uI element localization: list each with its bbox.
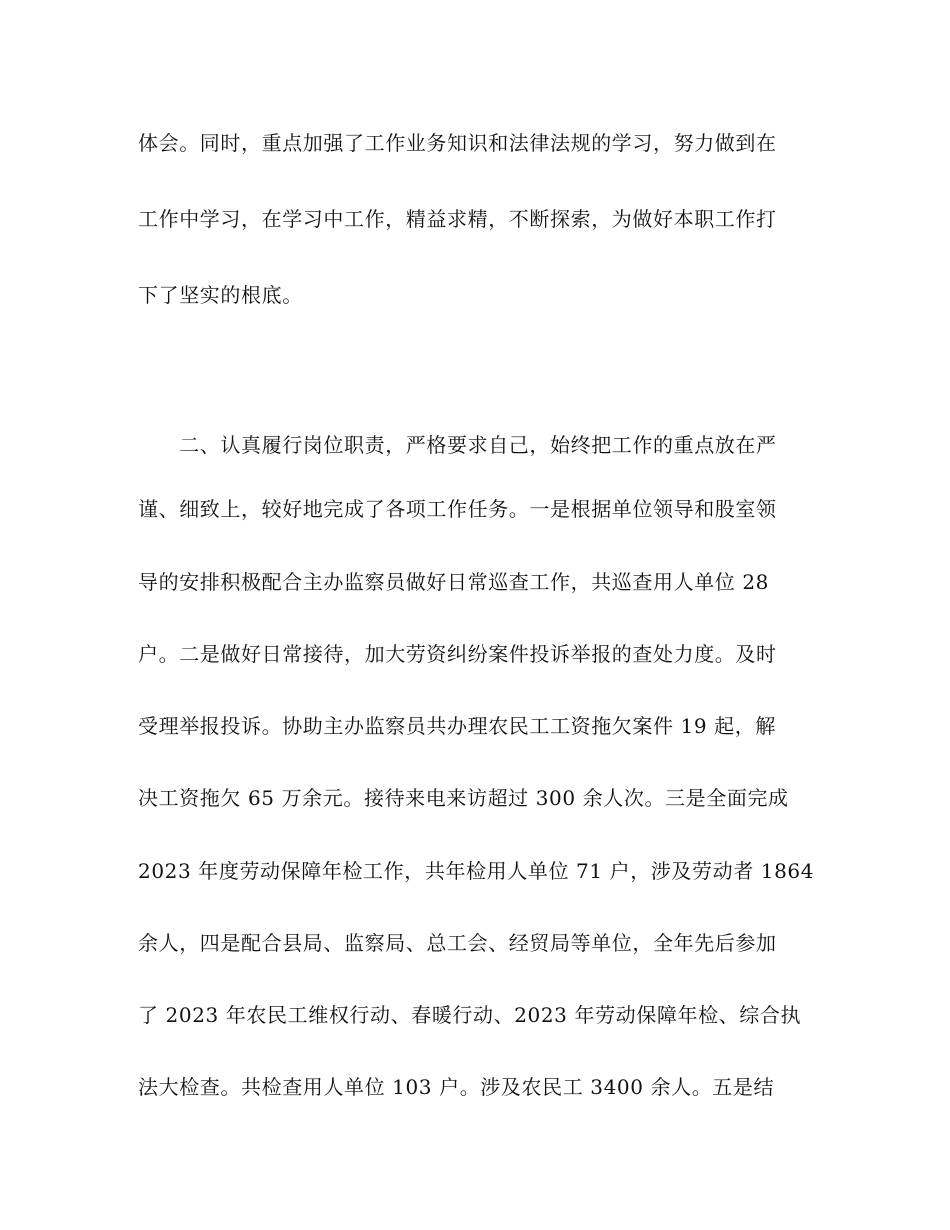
text-line: 决工资拖欠 65 万余元。接待来电来访超过 300 余人次。三是全面完成: [138, 786, 789, 810]
text-line: 受理举报投诉。协助主办监察员共办理农民工工资拖欠案件 19 起，解: [138, 714, 776, 738]
text-line: 谨、细致上，较好地完成了各项工作任务。一是根据单位领导和股室领: [138, 497, 777, 521]
text-line: 余人，四是配合县局、监察局、总工会、经贸局等单位，全年先后参加: [138, 931, 777, 955]
text-line: 工作中学习，在学习中工作，精益求精，不断探索，为做好本职工作打: [138, 207, 777, 231]
text-line: 2023 年度劳动保障年检工作，共年检用人单位 71 户，涉及劳动者 1864: [138, 859, 815, 883]
text-line: 法大检查。共检查用人单位 103 户。涉及农民工 3400 余人。五是结: [138, 1075, 775, 1099]
text-line: 户。二是做好日常接待，加大劳资纠纷案件投诉举报的查处力度。及时: [138, 642, 777, 666]
text-line: 二、认真履行岗位职责，严格要求自己，始终把工作的重点放在严: [138, 433, 777, 457]
text-line: 了 2023 年农民工维权行动、春暖行动、2023 年劳动保障年检、综合执: [138, 1003, 802, 1027]
text-line: 导的安排积极配合主办监察员做好日常巡查工作，共巡查用人单位 28: [138, 570, 770, 594]
text-line: 体会。同时，重点加强了工作业务知识和法律法规的学习，努力做到在: [138, 131, 777, 155]
text-line: 下了坚实的根底。: [138, 283, 303, 307]
